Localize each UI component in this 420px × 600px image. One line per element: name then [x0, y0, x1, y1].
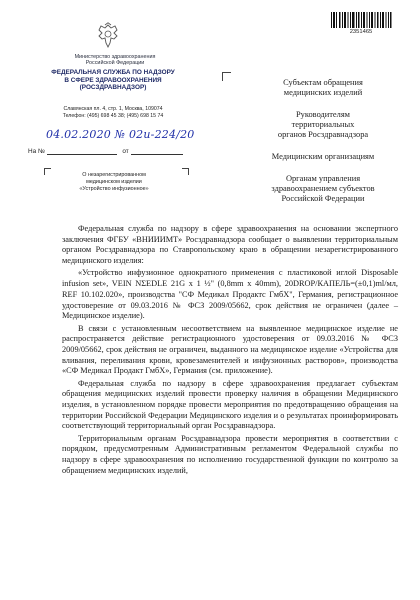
barcode: [330, 12, 392, 28]
letter-body: [62, 224, 398, 478]
subject-line: «Устройство инфузионное»: [79, 185, 149, 192]
subject-line: медицинском изделии: [86, 178, 142, 185]
body-paragraph: Федеральная служба по надзору в сфере здравоохранения на основании экспертного заключения ФГБУ «ВНИИИМТ» Росздравнадзора сообщает о выявлении территориальным органом Росздравнадзора по Ставропольскому краю в обращении незарегистрированного медицинского изделия:: [62, 224, 398, 266]
registration-stamp: [330, 12, 392, 35]
registration-number: 2351465: [349, 29, 373, 35]
coat-of-arms-emblem: [95, 22, 121, 50]
reference-number-line: [28, 148, 183, 155]
addressee-subjects: [248, 78, 398, 98]
subject-bracket-right: [182, 168, 189, 175]
reference-blank: [47, 154, 117, 155]
letter-subject: [50, 172, 178, 192]
addressee-line: органов Росздравнадзора: [277, 129, 369, 139]
addressee-line: медицинских изделий: [283, 87, 363, 97]
addressee-line: Медицинским организациям: [271, 152, 375, 161]
subject-line: О незарегистрированном: [82, 172, 146, 178]
addressee-line: Руководителям: [296, 110, 350, 119]
address-line: Телефон: (495) 698 45 38; (495) 698 15 74: [62, 112, 164, 119]
agency-line: (РОСЗДРАВНАДЗОР): [79, 84, 147, 92]
addressee-line: Субъектам обращения: [283, 78, 363, 87]
body-paragraph: Территориальным органам Росздравнадзора провести мероприятия в соответствии с порядком, предусмотренным Административным регламентом Федеральной службы по надзору в сфере здравоохранения по исполнению государственной функции по контролю за обращением медицинских изделий,: [62, 433, 398, 475]
body-paragraph: Федеральная служба по надзору в сфере здравоохранения предлагает субъектам обращения медицинских изделий провести проверку наличия в обращении Медицинского изделия, в установленном порядке провести мероприятия по предотвращению обращения на территории Российской Федерации Медицинского изделия и о результатах проинформировать соответствующий территориальный орган Росздравнадзора.: [62, 378, 398, 431]
agency-line: ФЕДЕРАЛЬНАЯ СЛУЖБА ПО НАДЗОРУ: [51, 69, 175, 76]
addressee-bracket: [222, 72, 231, 81]
addressee-line: территориальных: [291, 119, 355, 129]
addressee-territorial-heads: [248, 110, 398, 139]
address-line: Славянская пл. 4, стр. 1, Москва, 109074: [63, 106, 163, 112]
handwritten-outgoing-number: 04.02.2020 № 02и-224/20: [46, 128, 195, 141]
body-paragraph: В связи с установленным несоответствием на выявленное медицинское изделие не распространяется действие регистрационного удостоверения от 09.03.2016 № ФСЗ 2009/05662, срок действия не ограничен, выданного на медицинское изделие «Устройства для вливания, переливания крови, кровезаменителей и инфузионных растворов», производства «СФ Медикал Продакт ГмбХ», Германия (см. приложение).: [62, 323, 398, 376]
agency-line: В СФЕРЕ ЗДРАВООХРАНЕНИЯ: [64, 76, 162, 84]
body-paragraph: «Устройство инфузионное однократного применения с пластиковой иглой Disposable infusion set», VEIN NƩEDLE 21G x 1 ½" (0,8mm x 40mm), 20DROP/КАПЕЛЬ=(±0,1)ml/мл, REF 10.102.020», производства "СФ Медикал Продактс ГмбХ", Германия, регистрационное удостоверение от 09.03.2016 № ФСЗ 2009/05662, срок действия не ограничен (далее – Медицинское изделие).: [62, 268, 398, 321]
ministry-line: Российской Федерации: [85, 60, 145, 67]
reference-prefix: На №: [28, 148, 45, 155]
reference-date-blank: [131, 154, 183, 155]
reference-from: от: [122, 148, 129, 155]
ministry-line: Министерство здравоохранения: [74, 54, 156, 60]
agency-address: [38, 106, 188, 119]
agency-name: [30, 69, 196, 92]
addressee-line: Российской Федерации: [281, 193, 365, 203]
addressee-line: здравоохранением субъектов: [271, 183, 375, 193]
addressee-medical-orgs: [248, 152, 398, 162]
ministry-name: [40, 54, 190, 67]
addressee-health-authorities: [248, 174, 398, 203]
addressee-line: Органам управления: [285, 174, 361, 183]
